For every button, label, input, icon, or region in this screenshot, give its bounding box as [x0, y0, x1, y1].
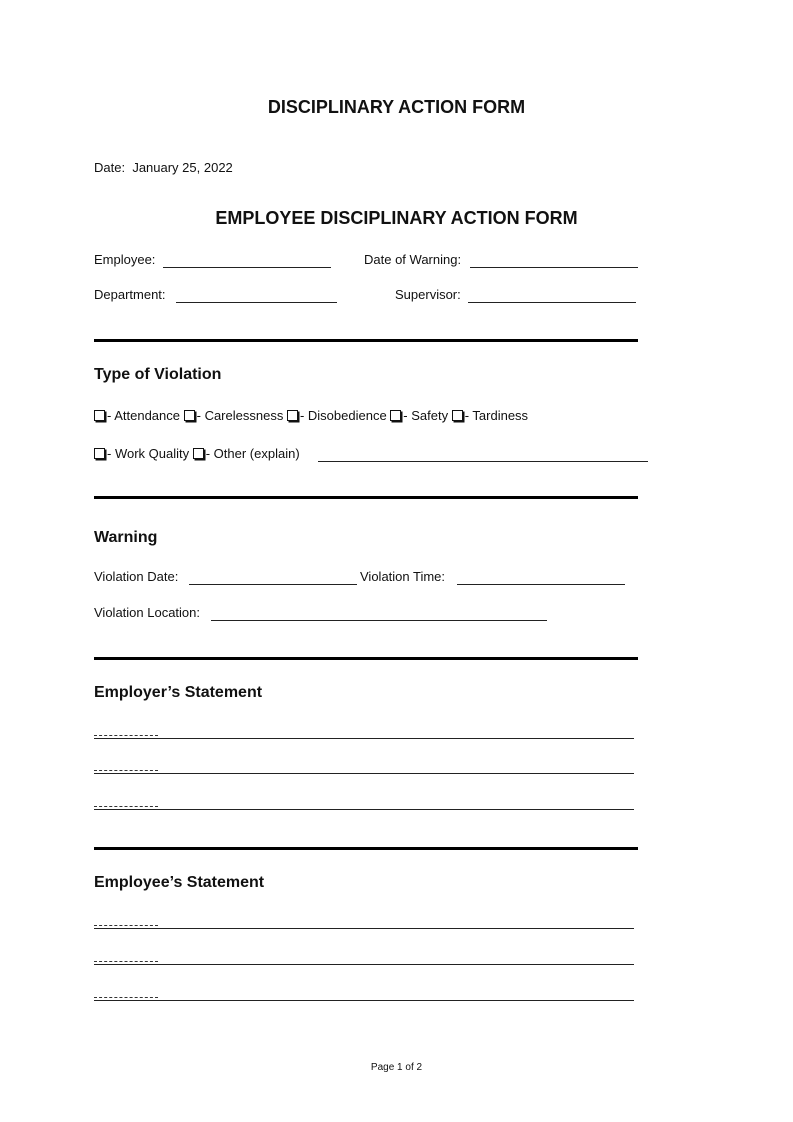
- line-dash: [94, 770, 158, 771]
- checkbox-icon[interactable]: [452, 410, 463, 421]
- employer-statement-line[interactable]: [94, 759, 634, 774]
- line-dash: [94, 735, 158, 736]
- violation-date-field[interactable]: [189, 568, 357, 585]
- violation-time-label: Violation Time:: [360, 569, 446, 584]
- work-quality-label: - Work Quality: [107, 446, 190, 461]
- employee-statement-line[interactable]: [94, 986, 634, 1001]
- line-dash: [94, 997, 158, 998]
- supervisor-field[interactable]: [468, 286, 636, 303]
- warning-heading: Warning: [94, 529, 158, 546]
- attendance-label: - Attendance: [107, 408, 180, 423]
- violation-date-label: Violation Date:: [94, 569, 179, 584]
- employee-label: Employee:: [94, 252, 156, 267]
- page-number: Page 1 of 2: [370, 1062, 423, 1073]
- document-title: DISCIPLINARY ACTION FORM: [267, 97, 526, 117]
- section-divider: [94, 657, 638, 660]
- line-dash: [94, 961, 158, 962]
- line-dash: [94, 925, 158, 926]
- work-quality-checkbox[interactable]: [94, 446, 189, 461]
- employee-field[interactable]: [163, 251, 331, 268]
- date-row: [94, 160, 233, 175]
- safety-checkbox[interactable]: [390, 408, 448, 423]
- department-field[interactable]: [176, 286, 337, 303]
- tardiness-label: - Tardiness: [464, 408, 529, 423]
- disobedience-checkbox[interactable]: [287, 408, 387, 423]
- violation-options-row-2: [94, 446, 300, 461]
- line-dash: [94, 806, 158, 807]
- section-divider: [94, 339, 638, 342]
- date-of-warning-field[interactable]: [470, 251, 638, 268]
- checkbox-icon[interactable]: [287, 410, 298, 421]
- tardiness-checkbox[interactable]: [452, 408, 528, 423]
- employee-statement-heading: Employee’s Statement: [94, 874, 265, 891]
- other-checkbox[interactable]: [193, 446, 300, 461]
- employee-statement-line[interactable]: [94, 914, 634, 929]
- department-label: Department:: [94, 287, 166, 302]
- carelessness-checkbox[interactable]: [184, 408, 284, 423]
- other-explain-field[interactable]: [318, 445, 648, 462]
- checkbox-icon[interactable]: [94, 448, 105, 459]
- type-of-violation-heading: Type of Violation: [94, 366, 222, 383]
- attendance-checkbox[interactable]: [94, 408, 180, 423]
- date-value: January 25, 2022: [132, 160, 233, 175]
- checkbox-icon[interactable]: [94, 410, 105, 421]
- carelessness-label: - Carelessness: [196, 408, 284, 423]
- employer-statement-line[interactable]: [94, 724, 634, 739]
- supervisor-label: Supervisor:: [395, 287, 461, 302]
- employee-statement-line[interactable]: [94, 950, 634, 965]
- checkbox-icon[interactable]: [184, 410, 195, 421]
- employer-statement-heading: Employer’s Statement: [94, 684, 263, 701]
- violation-location-field[interactable]: [211, 604, 547, 621]
- section-divider: [94, 847, 638, 850]
- violation-time-field[interactable]: [457, 568, 625, 585]
- checkbox-icon[interactable]: [390, 410, 401, 421]
- date-label: Date:: [94, 160, 126, 175]
- violation-location-label: Violation Location:: [94, 605, 201, 620]
- disobedience-label: - Disobedience: [299, 408, 387, 423]
- date-of-warning-label: Date of Warning:: [364, 252, 462, 267]
- safety-label: - Safety: [403, 408, 449, 423]
- section-divider: [94, 496, 638, 499]
- checkbox-icon[interactable]: [193, 448, 204, 459]
- form-subtitle: EMPLOYEE DISCIPLINARY ACTION FORM: [215, 208, 578, 228]
- other-label: - Other (explain): [205, 446, 300, 461]
- employer-statement-line[interactable]: [94, 795, 634, 810]
- violation-options-row-1: [94, 408, 528, 423]
